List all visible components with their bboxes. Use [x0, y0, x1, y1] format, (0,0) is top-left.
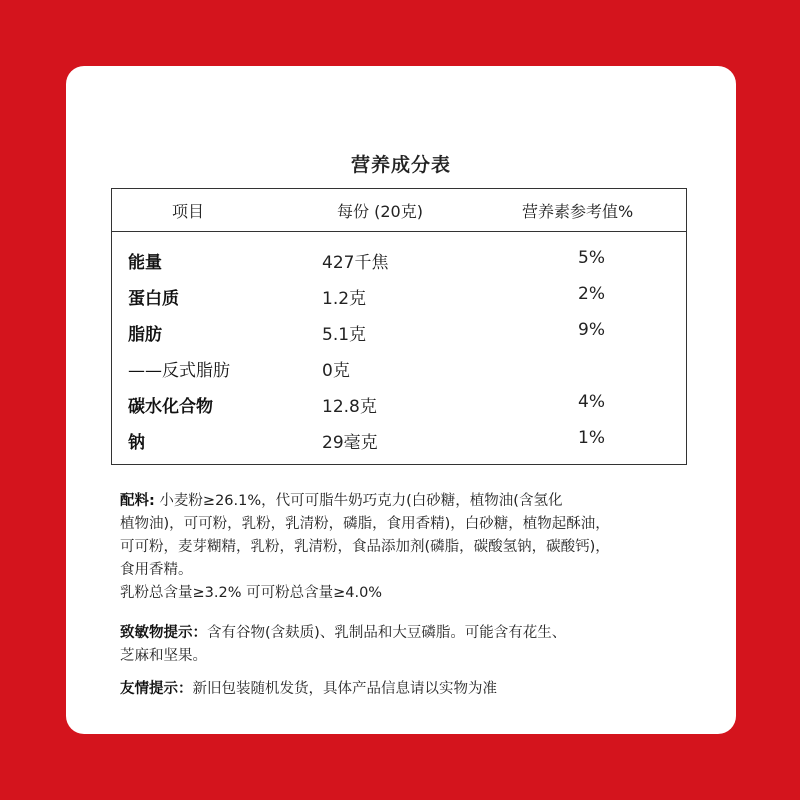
nutrient-nrv: 2% — [578, 284, 605, 304]
allergen-line: 芝麻和坚果。 — [120, 648, 207, 664]
nutrient-name: 钠 — [128, 433, 145, 453]
table-row-carbohydrate — [112, 392, 686, 428]
notice-text: 新旧包装随机发货，具体产品信息请以实物为准 — [192, 681, 497, 697]
nutrient-amount: 1.2克 — [322, 289, 367, 309]
header-nrv: 营养素参考值% — [522, 202, 634, 221]
nutrient-name: 碳水化合物 — [128, 397, 213, 417]
nutrient-amount: 5.1克 — [322, 325, 367, 345]
nutrient-amount: 427千焦 — [322, 253, 389, 273]
nutrient-nrv: 1% — [578, 428, 605, 448]
header-serving: 每份 (20克) — [337, 202, 423, 221]
nutrient-name: 能量 — [128, 253, 162, 273]
nutrition-table — [111, 188, 687, 465]
ingredients-line: 植物油)，可可粉，乳粉，乳清粉，磷脂，食用香精)，白砂糖，植物起酥油， — [120, 516, 610, 532]
ingredients-text: 小麦粉≥26.1%，代可可脂牛奶巧克力(白砂糖，植物油(含氢化 — [154, 493, 563, 509]
allergen-line — [120, 622, 690, 645]
nutrient-amount: 29毫克 — [322, 433, 378, 453]
ingredients-section — [120, 490, 690, 605]
table-row-protein — [112, 284, 686, 320]
page-title: 营养成分表 — [350, 154, 451, 176]
nutrient-name: 脂肪 — [128, 325, 162, 345]
notice-section — [120, 678, 690, 701]
ingredients-line — [120, 490, 690, 513]
allergen-section — [120, 622, 690, 668]
allergen-text: 含有谷物(含麸质)、乳制品和大豆磷脂。可能含有花生、 — [207, 625, 567, 641]
table-row-fat — [112, 320, 686, 356]
nutrient-amount: 0克 — [322, 361, 350, 381]
ingredients-line: 食用香精。 — [120, 562, 193, 578]
table-row-trans-fat — [112, 356, 686, 392]
milk-cocoa-content: 乳粉总含量≥3.2% 可可粉总含量≥4.0% — [120, 585, 383, 601]
ingredients-line: 可可粉，麦芽糊精，乳粉，乳清粉，食品添加剂(磷脂，碳酸氢钠，碳酸钙)， — [120, 539, 610, 555]
header-item: 项目 — [172, 202, 205, 221]
table-row-energy — [112, 248, 686, 284]
nutrition-card — [66, 66, 736, 734]
table-header — [112, 189, 686, 232]
nutrient-nrv: 4% — [578, 392, 605, 412]
ingredients-label: 配料: — [120, 493, 155, 509]
nutrient-nrv: 9% — [578, 320, 605, 340]
nutrient-name: ——反式脂肪 — [128, 361, 230, 381]
notice-label: 友情提示： — [120, 681, 193, 697]
nutrient-nrv: 5% — [578, 248, 605, 268]
table-row-sodium — [112, 428, 686, 464]
nutrient-amount: 12.8克 — [322, 397, 377, 417]
allergen-label: 致敏物提示： — [120, 625, 207, 641]
nutrient-name: 蛋白质 — [128, 289, 179, 309]
